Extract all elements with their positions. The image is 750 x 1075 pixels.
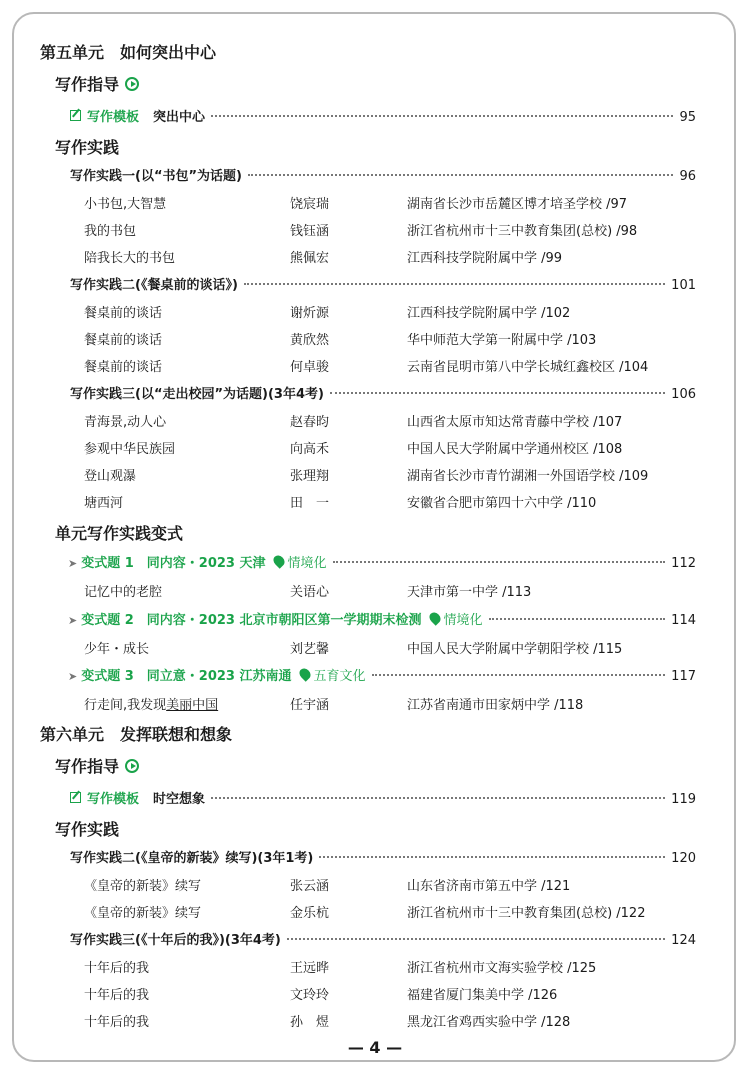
guide-heading-text: 写作指导 xyxy=(55,757,120,776)
entry-school: 中国人民大学附属中学通州校区 /108 xyxy=(407,442,623,457)
variant-tag: 情境化 xyxy=(443,613,483,628)
entry-title: 陪我长大的书包 xyxy=(84,251,176,266)
page-ref: 101 xyxy=(671,278,696,293)
page-ref: 114 xyxy=(671,613,696,628)
dot-leader xyxy=(372,674,666,676)
entry-author: 田 一 xyxy=(290,496,330,511)
play-icon[interactable] xyxy=(125,77,139,91)
practice-row[interactable] xyxy=(70,847,696,866)
leaf-icon xyxy=(297,666,313,682)
entry-author: 王远晔 xyxy=(290,961,330,976)
page-ref: 120 xyxy=(671,851,696,866)
variant-heading: 单元写作实践变式 xyxy=(55,524,184,543)
entry-title: 参观中华民族园 xyxy=(84,442,176,457)
entry-title: 餐桌前的谈话 xyxy=(84,306,163,321)
practice-row[interactable] xyxy=(70,383,696,402)
entry-title: 我的书包 xyxy=(84,224,137,239)
leaf-icon xyxy=(427,610,443,626)
entry-title: 记忆中的老腔 xyxy=(84,585,163,600)
dot-leader xyxy=(287,938,665,940)
entry-school: 浙江省杭州市十三中教育集团(总校) /122 xyxy=(407,906,646,921)
entry-title: 青海景,动人心 xyxy=(84,415,167,430)
entry-author: 张理翔 xyxy=(290,469,330,484)
dot-leader xyxy=(211,115,673,117)
entry-school: 黑龙江省鸡西实验中学 /128 xyxy=(407,1015,571,1030)
page-number: — 4 — xyxy=(347,1038,403,1057)
entry-school: 山东省济南市第五中学 /121 xyxy=(407,879,571,894)
entry-school: 福建省厦门集美中学 /126 xyxy=(407,988,558,1003)
entry-author: 文玲玲 xyxy=(290,988,330,1003)
template-topic: 时空想象 xyxy=(153,792,206,807)
variant-label: 变式题 3 同立意・2023 江苏南通 xyxy=(81,669,292,684)
dot-leader xyxy=(244,283,665,285)
template-label: 写作模板 xyxy=(87,792,140,807)
entry-author: 金乐杭 xyxy=(290,906,330,921)
guide-heading-text: 写作指导 xyxy=(55,75,120,94)
practice-title: 写作实践二(《皇帝的新装》续写)(3年1考) xyxy=(70,851,314,866)
entry-title: 《皇帝的新装》续写 xyxy=(84,879,202,894)
page-ref: 117 xyxy=(671,669,696,684)
page-ref: 124 xyxy=(671,933,696,948)
unit5-practice-heading: 写作实践 xyxy=(55,138,120,157)
entry-author: 刘艺馨 xyxy=(290,642,330,657)
entry-school: 江西科技学院附属中学 /99 xyxy=(407,251,563,266)
unit5-title: 第五单元 如何突出中心 xyxy=(40,43,217,62)
entry-author: 孙 煜 xyxy=(290,1015,330,1030)
page-ref: 112 xyxy=(671,556,696,571)
entry-author: 钱钰涵 xyxy=(290,224,330,239)
entry-school: 山西省太原市知达常青藤中学校 /107 xyxy=(407,415,623,430)
entry-author: 饶宸瑞 xyxy=(290,197,330,212)
entry-school: 天津市第一中学 /113 xyxy=(407,585,532,600)
entry-school: 华中师范大学第一附属中学 /103 xyxy=(407,333,597,348)
practice-title: 写作实践二(《餐桌前的谈话》) xyxy=(70,278,238,293)
entry-author: 赵春昀 xyxy=(290,415,330,430)
unit5-guide-heading xyxy=(55,72,750,95)
entry-school: 安徽省合肥市第四十六中学 /110 xyxy=(407,496,597,511)
dot-leader xyxy=(211,797,665,799)
variant-row[interactable] xyxy=(68,552,696,571)
practice-row[interactable] xyxy=(70,165,696,184)
entry-author: 何卓骏 xyxy=(290,360,330,375)
entry-title: 登山观瀑 xyxy=(84,469,137,484)
page-ref: 95 xyxy=(679,110,696,125)
entry-title: 十年后的我 xyxy=(84,988,150,1003)
variant-row[interactable] xyxy=(68,665,696,684)
entry-author: 黄欣然 xyxy=(290,333,330,348)
entry-title: 塘西河 xyxy=(84,496,124,511)
unit6-title: 第六单元 发挥联想和想象 xyxy=(40,725,233,744)
entry-title xyxy=(84,694,218,713)
entry-title: 少年・成长 xyxy=(84,642,150,657)
entry-author: 任宇涵 xyxy=(290,698,330,713)
entry-title: 餐桌前的谈话 xyxy=(84,360,163,375)
arrow-right-icon: ➤ xyxy=(68,557,78,570)
entry-school: 湖南省长沙市岳麓区博才培圣学校 /97 xyxy=(407,197,628,212)
entry-title: 小书包,大智慧 xyxy=(84,197,167,212)
entry-author: 熊佩宏 xyxy=(290,251,330,266)
unit5-template-row[interactable] xyxy=(70,106,696,125)
unit6-practice-heading: 写作实践 xyxy=(55,820,120,839)
dot-leader xyxy=(333,561,666,563)
entry-title-prefix: 行走间,我发现 xyxy=(84,698,167,713)
entry-school: 中国人民大学附属中学朝阳学校 /115 xyxy=(407,642,623,657)
template-label: 写作模板 xyxy=(87,110,140,125)
entry-school: 江苏省南通市田家炳中学 /118 xyxy=(407,698,584,713)
entry-school: 浙江省杭州市文海实验学校 /125 xyxy=(407,961,597,976)
leaf-icon xyxy=(271,553,287,569)
entry-school: 江西科技学院附属中学 /102 xyxy=(407,306,571,321)
variant-tag: 情境化 xyxy=(287,556,327,571)
practice-row[interactable] xyxy=(70,929,696,948)
entry-title: 《皇帝的新装》续写 xyxy=(84,906,202,921)
entry-school: 云南省昆明市第八中学长城红鑫校区 /104 xyxy=(407,360,649,375)
entry-title-underlined: 美丽中国 xyxy=(166,698,219,713)
entry-author: 关语心 xyxy=(290,585,330,600)
practice-title: 写作实践三(以“走出校园”为话题)(3年4考) xyxy=(70,387,324,402)
variant-row[interactable] xyxy=(68,609,696,628)
entry-school: 浙江省杭州市十三中教育集团(总校) /98 xyxy=(407,224,638,239)
dot-leader xyxy=(330,392,665,394)
entry-author: 向高禾 xyxy=(290,442,330,457)
entry-author: 张云涵 xyxy=(290,879,330,894)
unit6-template-row[interactable] xyxy=(70,788,696,807)
dot-leader xyxy=(489,618,666,620)
template-topic: 突出中心 xyxy=(153,110,206,125)
edit-icon xyxy=(70,792,81,803)
entry-title: 餐桌前的谈话 xyxy=(84,333,163,348)
entry-title: 十年后的我 xyxy=(84,961,150,976)
page-ref: 96 xyxy=(679,169,696,184)
page-ref: 106 xyxy=(671,387,696,402)
entry-author: 谢炘源 xyxy=(290,306,330,321)
practice-title: 写作实践一(以“书包”为话题) xyxy=(70,169,242,184)
unit6-guide-heading xyxy=(55,754,750,777)
practice-title: 写作实践三(《十年后的我》)(3年4考) xyxy=(70,933,281,948)
variant-label: 变式题 1 同内容・2023 天津 xyxy=(81,556,266,571)
variant-tag: 五育文化 xyxy=(313,669,366,684)
play-icon[interactable] xyxy=(125,759,139,773)
variant-label: 变式题 2 同内容・2023 北京市朝阳区第一学期期末检测 xyxy=(81,613,422,628)
entry-school: 湖南省长沙市青竹湖湘一外国语学校 /109 xyxy=(407,469,649,484)
entry-title: 十年后的我 xyxy=(84,1015,150,1030)
page-ref: 119 xyxy=(671,792,696,807)
arrow-right-icon: ➤ xyxy=(68,670,78,683)
dot-leader xyxy=(319,856,665,858)
practice-row[interactable] xyxy=(70,274,696,293)
edit-icon xyxy=(70,110,81,121)
dot-leader xyxy=(248,174,673,176)
arrow-right-icon: ➤ xyxy=(68,614,78,627)
